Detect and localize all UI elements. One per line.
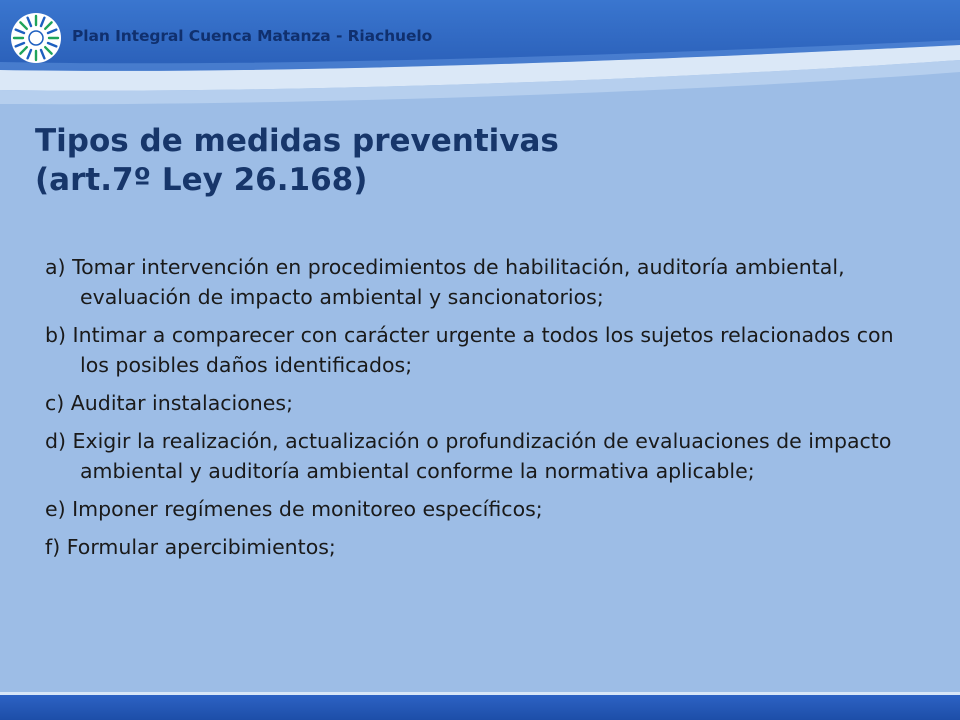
list-item: b) Intimar a comparecer con carácter urgente a todos los sujetos relacionados con los posibles daños identificados; [45, 323, 894, 377]
footer-bar [0, 695, 960, 720]
list-item: a) Tomar intervención en procedimientos de habilitación, auditoría ambiental, evaluación de impacto ambiental y sancionatorios; [45, 255, 845, 309]
slide-title-line-2: (art.7º Ley 26.168) [35, 162, 368, 198]
list-item: e) Imponer regímenes de monitoreo específicos; [45, 497, 543, 521]
sunburst-logo-icon [10, 12, 62, 64]
list-item: f) Formular apercibimientos; [45, 535, 336, 559]
header-band [0, 0, 960, 110]
preventive-measures-list [45, 252, 925, 570]
list-item: d) Exigir la realización, actualización o profundización de evaluaciones de impacto ambiental y auditoría ambiental conforme la normativa aplicable; [45, 429, 892, 483]
list-item: c) Auditar instalaciones; [45, 391, 293, 415]
slide-title [35, 122, 915, 200]
header-wave-graphic [0, 0, 960, 110]
brand-title: Plan Integral Cuenca Matanza - Riachuelo [72, 27, 433, 45]
slide-title-line-1: Tipos de medidas preventivas [35, 123, 559, 159]
